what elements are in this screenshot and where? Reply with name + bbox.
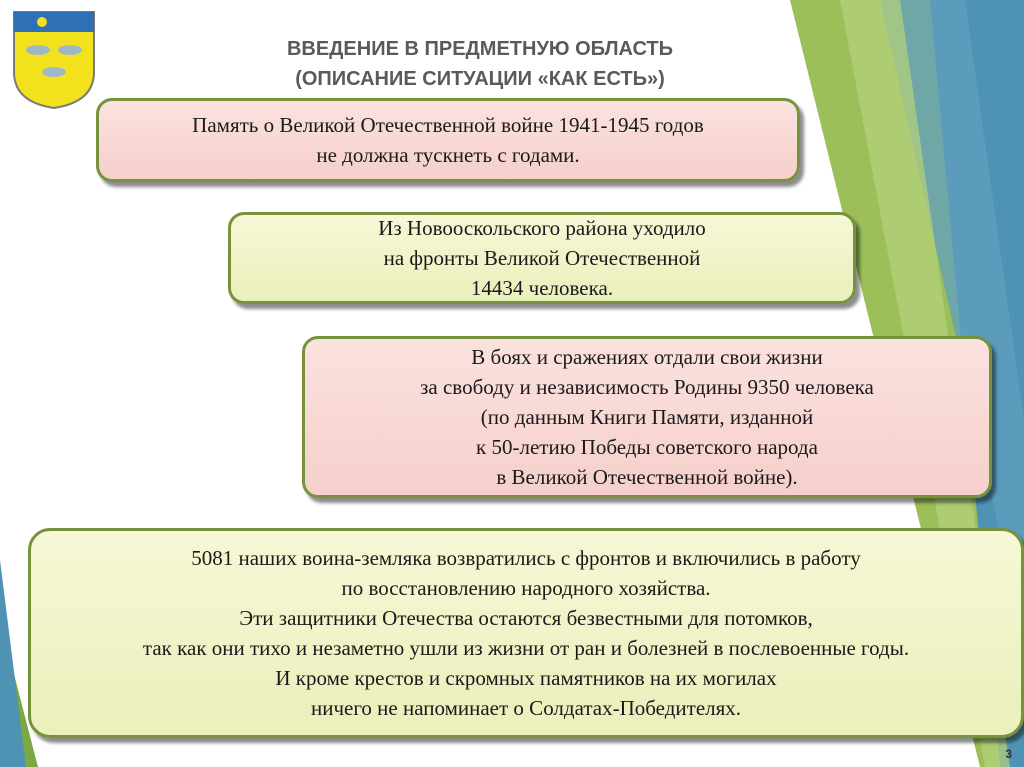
text-line: ничего не напоминает о Солдатах-Победителях. [310, 696, 742, 720]
text-line: к 50-летию Победы советского народа [476, 435, 818, 459]
text-line: по восстановлению народного хозяйства. [341, 576, 711, 600]
text-line: не должна тускнеть с годами. [316, 143, 580, 167]
text-line: в Великой Отечественной войне). [496, 465, 798, 489]
text-line: (по данным Книги Памяти, изданной [480, 405, 814, 429]
text-line: 5081 наших воина-земляка возвратились с фронтов и включились в работу [191, 546, 861, 570]
coat-of-arms-icon [12, 10, 96, 110]
text-line: за свободу и независимость Родины 9350 человека [420, 375, 874, 399]
title-line-1: ВВЕДЕНИЕ В ПРЕДМЕТНУЮ ОБЛАСТЬ [286, 38, 674, 60]
text-line: так как они тихо и незаметно ушли из жизни от ран и болезней в послевоенные годы. [142, 636, 910, 660]
text-line: И кроме крестов и скромных памятников на их могилах [275, 666, 777, 690]
page-number: 3 [1005, 747, 1012, 761]
text-line: 14434 человека. [470, 276, 614, 300]
page-title [200, 34, 760, 94]
text-line: Эти защитники Отечества остаются безвестными для потомков, [239, 606, 813, 630]
text-line: В боях и сражениях отдали свои жизни [471, 345, 823, 369]
returned-veterans-box [28, 528, 1024, 738]
text-line: на фронты Великой Отечественной [383, 246, 701, 270]
fallen-count-box [302, 336, 992, 498]
memory-text-box [96, 98, 800, 182]
title-line-2: (ОПИСАНИЕ СИТУАЦИИ «КАК ЕСТЬ») [295, 68, 665, 90]
text-line: Из Новооскольского района уходило [378, 216, 706, 240]
text-line: Память о Великой Отечественной войне 1941-1945 годов [192, 113, 704, 137]
mobilized-count-box [228, 212, 856, 304]
